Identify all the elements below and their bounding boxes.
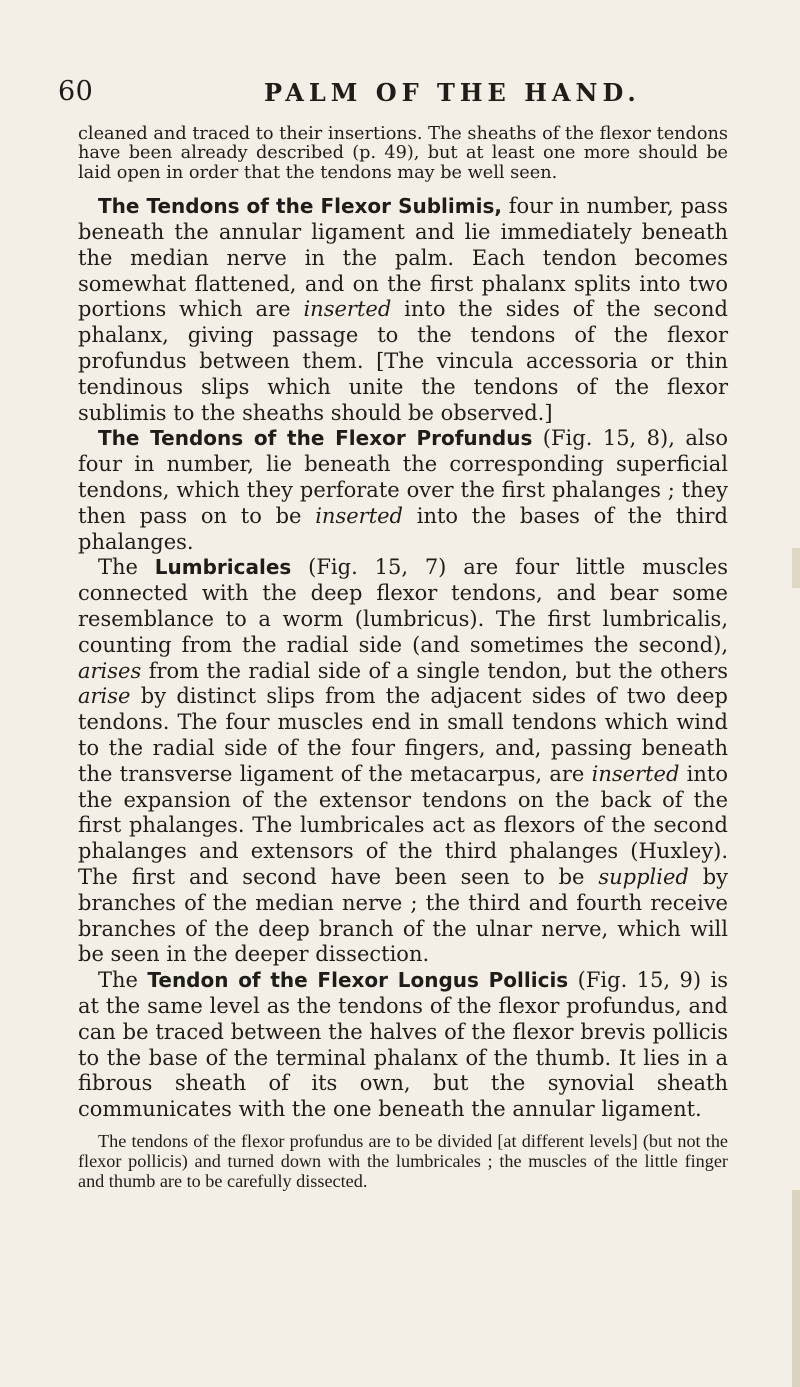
running-head: PALM OF THE HAND. xyxy=(264,78,641,107)
section-heading: Tendon of the Flexor Longus Pollicis xyxy=(147,968,569,993)
page-edge-mark xyxy=(792,1190,800,1387)
page-number: 60 xyxy=(58,76,94,107)
section-heading: The Tendons of the Flexor Profundus xyxy=(98,426,533,451)
page-edge-mark xyxy=(792,548,800,588)
paragraph-lumbricales: The Lumbricales (Fig. 15, 7) are four little muscles connected with the deep flexor tendons, and bear some resemblance to a worm (lumbricus). The first lumbricalis, counting from the radial side (and sometimes the second), arises from the radial side of a single tendon, but the others arise by distinct slips from the adjacent sides of two deep tendons. The four muscles end in small tendons which wind to the radial side of the four fingers, and, passing beneath the transverse ligament of the metacarpus, are inserted into the expansion of the extensor tendons on the back of the first phalanges. The lumbricales act as flexors of the second phalanges and extensors of the third phalanges (Huxley). The first and second have been seen to be supplied by branches of the median nerve ; the third and fourth receive branches of the deep branch of the ulnar nerve, which will be seen in the deeper dissection. xyxy=(78,555,729,967)
paragraph-intro: cleaned and traced to their insertions. The sheaths of the flexor tendons have been already described (p. 49), but at least one more should be laid open in order that the tendons may be well seen. xyxy=(78,124,728,183)
page-header xyxy=(58,76,748,116)
section-heading: The Tendons of the Flexor Sublimis, xyxy=(98,194,502,219)
section-heading: Lumbricales xyxy=(154,555,292,580)
paragraph-flexor-longus-pollicis: The Tendon of the Flexor Longus Pollicis (Fig. 15, 9) is at the same level as the tendons of the flexor profundus, and can be traced between the halves of the flexor brevis pollicis to the base of the terminal phalanx of the thumb. It lies in a fibrous sheath of its own, but the synovial sheath communicates with the one beneath the annular ligament. xyxy=(78,968,728,1122)
dissection-note: The tendons of the flexor profundus are to be divided [at different levels] (but not the flexor pollicis) and turned down with the lumbricales ; the muscles of the little finger and thumb are to be carefully dissected. xyxy=(78,1130,728,1191)
paragraph-flexor-sublimis: The Tendons of the Flexor Sublimis, four in number, pass beneath the annular ligament and lie immediately beneath the median nerve in the palm. Each tendon becomes somewhat flattened, and on the first phalanx splits into two portions which are inserted into the sides of the second phalanx, giving passage to the tendons of the flexor profundus between them. [The vincula accessoria or thin tendinous slips which unite the tendons of the flexor sublimis to the sheaths should be observed.] xyxy=(78,194,728,425)
body-text xyxy=(78,125,728,1191)
paragraph-flexor-profundus: The Tendons of the Flexor Profundus (Fig. 15, 8), also four in number, lie beneath the corresponding superficial tendons, which they perforate over the first phalanges ; they then pass on to be inserted into the bases of the third phalanges. xyxy=(78,426,728,554)
